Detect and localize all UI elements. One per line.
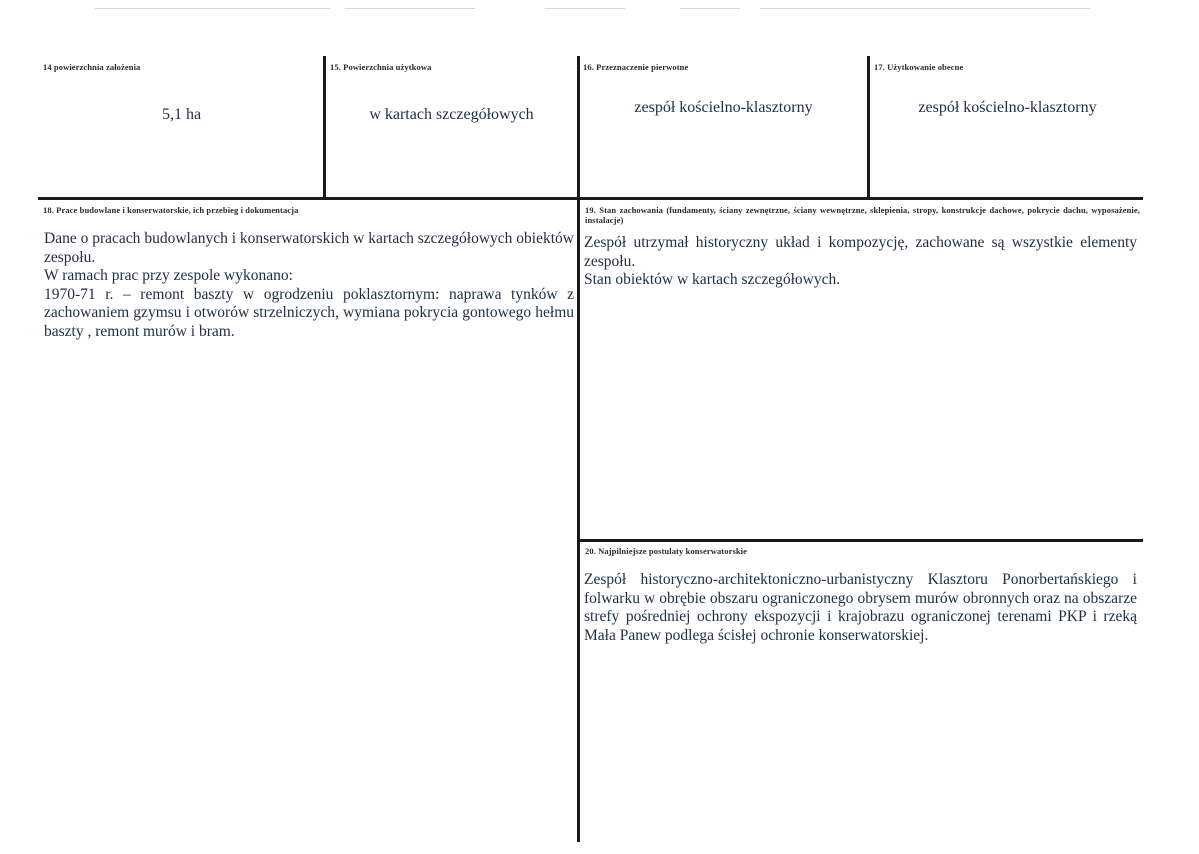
divider-15 bbox=[323, 56, 326, 199]
field-16-label: 16. Przeznaczenie pierwotne bbox=[583, 62, 689, 72]
field-17-value: zespół kościelno-klasztorny bbox=[918, 99, 1097, 116]
field-20-text bbox=[584, 571, 1137, 645]
field-18-paragraph: 1970-71 r. – remont baszty w ogrodzeniu poklasztornym: naprawa tynków z zachowaniem gzymsu i otworów strzelniczych, wymiana pokrycia gontowego hełmu baszty , remont murów i bram. bbox=[44, 285, 574, 340]
field-19-text bbox=[584, 234, 1137, 290]
field-14-label: 14 powierzchnia założenia bbox=[43, 62, 141, 72]
scan-artifact-line bbox=[345, 8, 475, 9]
field-18-paragraph: W ramach prac przy zespole wykonano: bbox=[44, 267, 293, 284]
field-18-paragraph: Dane o pracach budowlanych i konserwatorskich w kartach szczegółowych obiektów zespołu. bbox=[44, 230, 574, 266]
scan-artifact-line bbox=[545, 8, 625, 9]
scan-artifact-line bbox=[95, 8, 330, 9]
field-18-label: 18. Prace budowlane i konserwatorskie, ich przebieg i dokumentacja bbox=[43, 205, 299, 215]
field-19-paragraph: Stan obiektów w kartach szczegółowych. bbox=[584, 271, 841, 288]
field-19-paragraph: Zespół utrzymał historyczny układ i kompozycję, zachowane są wszystkie elementy zespołu. bbox=[584, 234, 1137, 270]
scan-artifact-line bbox=[680, 8, 740, 9]
divider-17 bbox=[867, 56, 870, 199]
divider-center bbox=[577, 56, 580, 842]
field-18-text bbox=[44, 230, 574, 341]
row-divider bbox=[38, 197, 1143, 200]
field-15-value: w kartach szczegółowych bbox=[369, 106, 534, 123]
field-20-label: 20. Najpilniejsze postulaty konserwatorskie bbox=[585, 546, 748, 556]
field-20-paragraph: Zespół historyczno-architektoniczno-urbanistyczny Klasztoru Ponorbertańskiego i folwarku w obrębie obszaru ograniczonego obrysem murów obronnych oraz na obszarze strefy pośredniej ochrony ekspozycji i krajobrazu ograniczonej terenami PKP i rzeką Mała Panew podlega ścisłej ochronie konserwatorskiej. bbox=[584, 571, 1137, 644]
field-16-value: zespół kościelno-klasztorny bbox=[634, 99, 813, 116]
field-15-label: 15. Powierzchnia użytkowa bbox=[330, 62, 432, 72]
field-19-label: 19. Stan zachowania (fundamenty, ściany zewnętrzne, ściany wewnętrzne, sklepienia, stropy, konstrukcje dachowe, pokrycie dachu, wyposażenie, instalacje) bbox=[585, 205, 1140, 225]
scan-artifact-line bbox=[760, 8, 1090, 9]
field-17-label: 17. Użytkowanie obecne bbox=[874, 62, 964, 72]
section-divider-20 bbox=[579, 539, 1143, 542]
field-14-value: 5,1 ha bbox=[161, 106, 202, 123]
